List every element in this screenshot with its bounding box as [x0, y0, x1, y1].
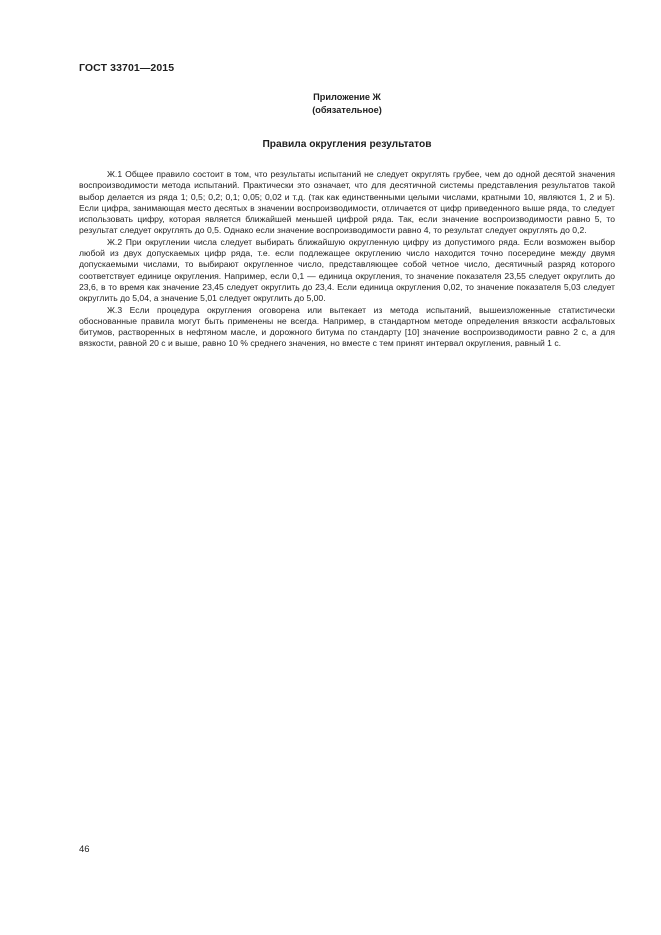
paragraph-zh2: Ж.2 При округлении числа следует выбирать ближайшую округленную цифру из допустимого ряда. Если возможен выбор любой из двух допускаемых цифр ряда, т.е. если подлежащее округлению число находится точно посередине между двумя допускаемыми числами, то выбирают округленное число, представляющее собой четное число, десятичный разряд которого соответствует единице округления. Например, если 0,1 — единица округления, то значение показателя 23,55 следует округлить до 23,6, в то время как значение 23,45 следует округлить до 23,4. Если единица округления 0,02, то значение показателя 5,03 следует округлить до 5,04, а значение 5,01 следует округлить до 5,00. — [79, 236, 615, 304]
appendix-title: Приложение Ж — [313, 92, 381, 102]
section-title: Правила округления результатов — [262, 139, 432, 150]
document-code: ГОСТ 33701—2015 — [79, 62, 175, 74]
appendix-status: (обязательное) — [312, 104, 382, 115]
appendix-heading — [0, 91, 661, 116]
paragraph-zh1: Ж.1 Общее правило состоит в том, что результаты испытаний не следует округлять грубее, чем до одной десятой значения воспроизводимости метода испытаний. Практически это означает, что для десятичной системы представления результатов такой выбор делается из ряда 1; 0,5; 0,2; 0,1; 0,05; 0,02 и т.д. (так как единственными целыми числами, кратными 10, являются 1, 2 и 5). Если цифра, занимающая место десятых в значении воспроизводимости, отличается от цифр приведенного выше ряда, то следует использовать цифру, которая является ближайшей меньшей цифрой ряда. Так, если значение воспроизводимости равно 5, то результат следует округлять до 0,5. Однако если значение воспроизводимости равно 4, то результат следует округлять до 0,2. — [79, 169, 615, 236]
page-number: 46 — [79, 844, 90, 855]
body-text — [79, 169, 615, 350]
paragraph-zh3: Ж.3 Если процедура округления оговорена или вытекает из метода испытаний, вышеизложенные статистически обоснованные правила могут быть применены не всегда. Например, в стандартном методе определения вязкости асфальтовых битумов, растворенных в нефтяном масле, и дорожного битума по стандарту [10] значение воспроизводимости равно 2 с, а для вязкости, равной 20 с и выше, равно 10 % среднего значения, но вместе с тем принят интервал округления, равный 1 с. — [79, 304, 615, 349]
